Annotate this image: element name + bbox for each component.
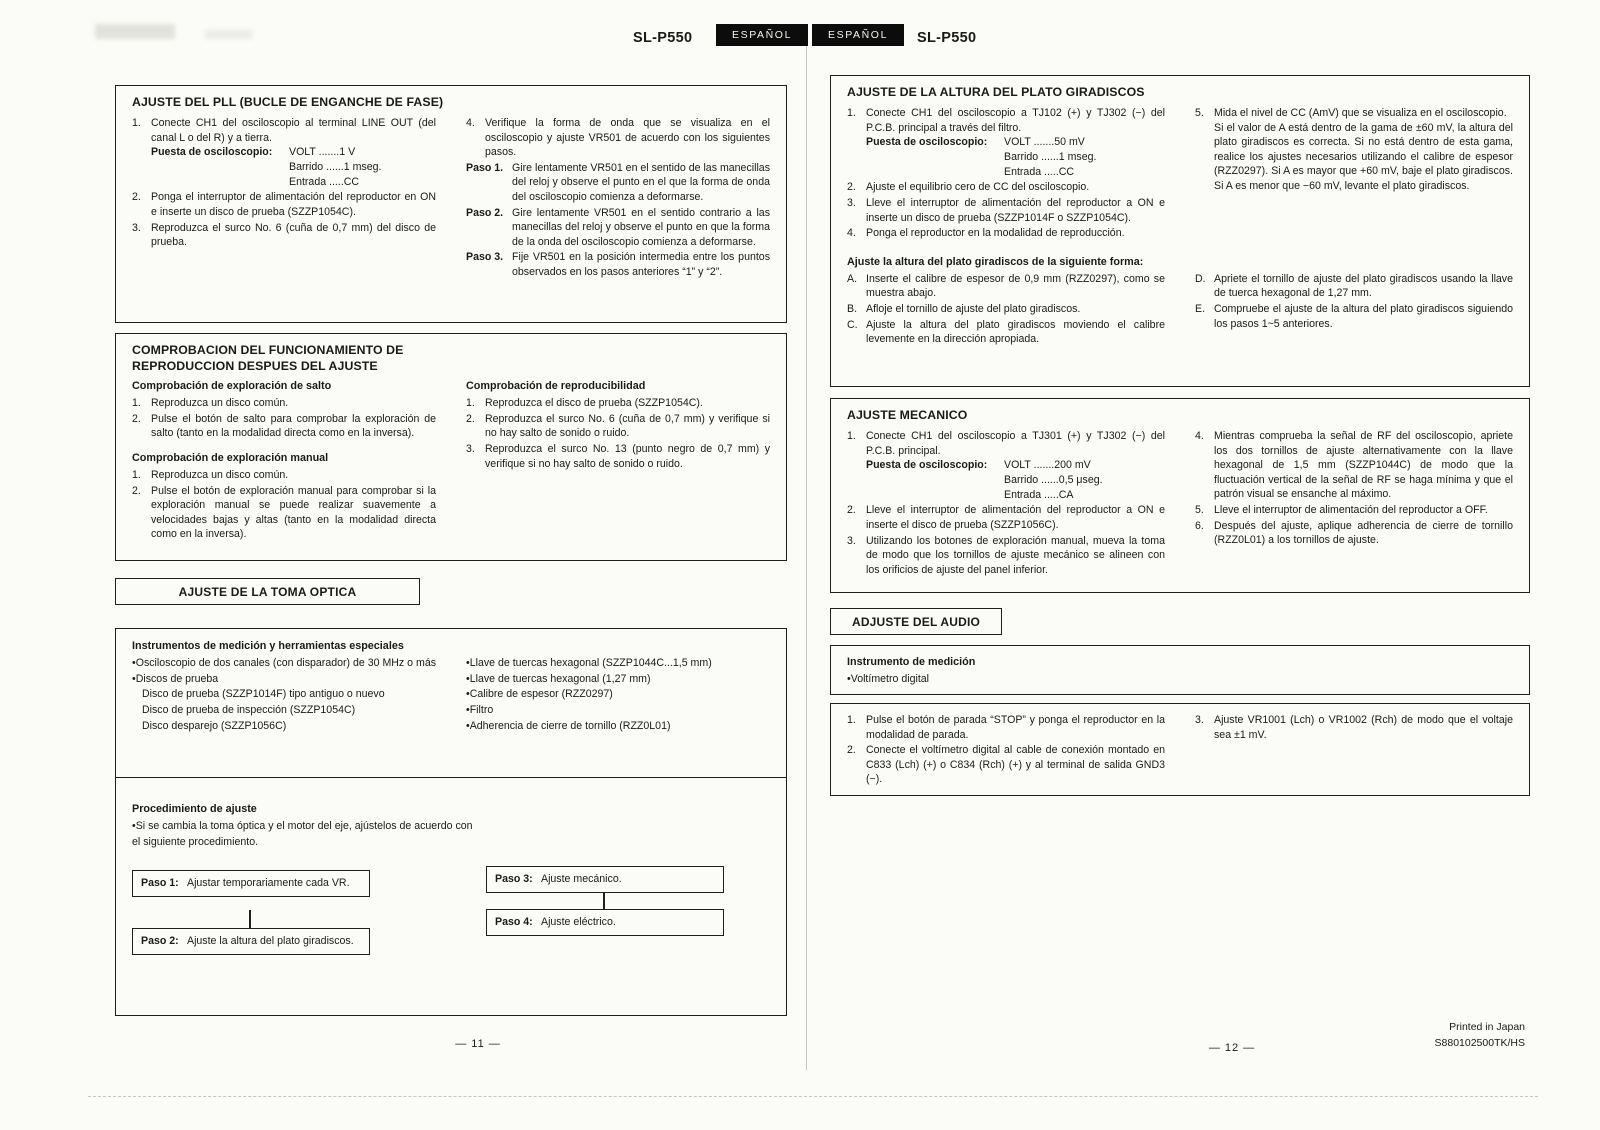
item-number: 1. [847,107,856,119]
item-letter: A. [847,272,858,285]
section-title-turntable-height: AJUSTE DE LA ALTURA DEL PLATO GIRADISCOS [847,85,1145,99]
document-code: S880102500TK/HS [1434,1036,1525,1049]
section-optical-pickup-body [115,628,787,1016]
item-text: Reproduzca el surco No. 6 (cuña de 0,7 mm) y verifique si no hay salto de sonido o ruido. [485,412,770,440]
item-text: Mientras comprueba la señal de RF del osciloscopio, apriete los dos tornillos de ajuste alternativamente con la llave hexagonal de 1,5 mm (SZZP1044C) de modo que la fluctuación vertical de la señal de RF se haga mínima y que el patrón visual se ensanche al máximo. [1214,430,1513,501]
subsection-title: Comprobación de exploración manual [132,451,329,464]
item-number: 1. [132,117,141,129]
item-number: 4. [466,117,475,129]
list-item [132,116,436,145]
item-text: Conecte CH1 del osciloscopio al terminal LINE OUT (del canal L o del R) y a tierra. [151,117,436,144]
list-item [847,743,1165,787]
item-number: 3. [847,534,856,547]
mechanical-column-1 [847,429,1165,577]
list-item [1195,429,1513,502]
item-text: Ponga el interruptor de alimentación del reproductor en ON e inserte un disco de prueba (SZZP1054C). [151,191,436,218]
oscilloscope-settings [866,458,1165,503]
item-text: Ponga el reproductor en la modalidad de reproducción. [866,227,1125,240]
playback-check-column-2 [466,379,770,471]
turntable-height-procedure-column-1 [847,255,1165,347]
item-number: 2. [466,412,475,425]
bullet-item: •Adherencia de cierre de tornillo (RZZ0L01) [466,719,671,732]
item-number: 1. [847,714,856,726]
bullet-item: •Osciloscopio de dos canales (con disparador) de 30 MHz o más [132,657,437,670]
list-item [132,396,436,411]
list-item [1195,519,1513,548]
page-number-left: — 11 — [455,1038,501,1050]
turntable-height-procedure-column-2 [1195,272,1513,331]
list-item [847,429,1165,458]
scope-sweep-value: Barrido ......0,5 μseg. [1004,474,1103,487]
item-number: 4. [1195,430,1204,442]
item-number: 2. [132,412,141,425]
flow-step-4 [486,909,724,936]
item-number: 3. [847,196,856,209]
item-number: 1. [132,397,141,410]
model-label-left: SL-P550 [633,30,693,46]
turntable-height-column-1 [847,106,1165,241]
scope-setting-label: Puesta de osciloscopio: [866,136,988,149]
step-item [466,206,770,250]
list-item [466,442,770,471]
item-text: Reproduzca el disco de prueba (SZZP1054C). [485,397,703,410]
section-title-mechanical: AJUSTE MECANICO [847,408,968,422]
pll-columns [132,116,770,280]
item-text: Reproduzca el surco No. 6 (cuña de 0,7 mm) del disco de prueba. [151,221,436,249]
list-item [466,396,770,411]
item-number: 2. [847,504,856,517]
item-text: Pulse el botón de exploración manual para comprobar si la exploración manual se puede realizar suavemente a velocidades bajas y altas (tanto en la modalidad directa como en la inversa). [151,484,436,541]
list-item [847,534,1165,578]
lettered-item [847,272,1165,301]
item-text: Lleve el interruptor de alimentación del reproductor a ON e inserte el disco de prueba (SZZP1056C). [866,504,1165,531]
lettered-item [847,318,1165,347]
scope-setting-label: Puesta de osciloscopio: [151,146,273,159]
scan-smudge [205,30,253,39]
list-item [847,226,1165,241]
bullet-sub-item: Disco desparejo (SZZP1056C) [142,719,287,732]
list-item [132,221,436,250]
section-playback-check [115,333,787,561]
step-label: Paso 1. [466,161,504,174]
scope-input-value: Entrada .....CC [289,176,360,189]
subsection-title: Instrumentos de medición y herramientas especiales [132,640,404,652]
bullet-item: •Filtro [466,704,494,717]
flow-connector [249,910,251,928]
list-item [847,180,1165,195]
step-text: Gire lentamente VR501 en el sentido contrario a las manecillas del reloj y observe el punto en que la forma de la onda del osciloscopio comienza a deformarse. [512,206,770,248]
step-item [466,250,770,279]
mechanical-columns [847,429,1513,577]
subsection-title: Instrumento de medición [847,656,976,668]
item-text: Después del ajuste, aplique adherencia de cierre de tornillo (RZZ0L01) a los tornillos de ajuste. [1214,519,1513,547]
flow-step-label: Paso 1: [141,877,179,889]
section-mechanical-adjustment [830,398,1530,593]
item-number: 2. [847,744,856,757]
list-item [847,106,1165,135]
item-text: Afloje el tornillo de ajuste del plato giradiscos. [866,303,1081,316]
scope-setting-label: Puesta de osciloscopio: [866,459,988,472]
scope-volt-value: VOLT .......200 mV [1004,459,1091,472]
audio-steps-column-1 [847,713,1165,787]
pll-column-2 [466,116,770,280]
item-number: 1. [132,469,141,482]
item-text: Ajuste VR1001 (Lch) o VR1002 (Rch) de modo que el voltaje sea ±1 mV. [1214,714,1513,741]
item-letter: E. [1195,302,1206,315]
flow-connector [603,892,605,909]
list-item [132,468,436,483]
language-badge-right: ESPAÑOL [812,24,904,46]
print-footer [1320,1020,1525,1052]
scope-input-value: Entrada .....CC [1004,166,1075,179]
section-title-pll: AJUSTE DEL PLL (BUCLE DE ENGANCHE DE FASE) [132,95,444,109]
flow-step-3 [486,866,724,893]
item-text: Conecte CH1 del osciloscopio a TJ102 (+) y TJ302 (−) del P.C.B. principal a través del filtro. [866,107,1165,134]
item-text: Reproduzca un disco común. [151,469,289,482]
section-title-playback-check: COMPROBACION DEL FUNCIONAMIENTO DE REPRODUCCION DESPUES DEL AJUSTE [132,343,404,373]
scan-smudge [95,24,175,39]
flow-step-text: Ajuste mecánico. [541,873,622,885]
item-text: Reproduzca un disco común. [151,397,289,410]
instruments-subsection [116,629,786,777]
scope-volt-value: VOLT .......50 mV [1004,136,1085,149]
list-item [1195,106,1513,121]
item-number: 5. [1195,504,1204,517]
item-number: 1. [847,430,856,442]
pll-column-1 [132,116,436,250]
model-label-right: SL-P550 [917,30,977,46]
turntable-height-columns [847,106,1513,241]
list-item [847,713,1165,742]
instruments-column-2 [466,656,770,734]
language-badge-left: ESPAÑOL [716,24,808,46]
item-number: 3. [466,442,475,455]
item-text: Conecte el voltímetro digital al cable de conexión montado en C833 (Lch) (+) o C834 (Rch) (+) y al terminal de salida GND3 (−). [866,744,1165,786]
procedure-intro: •Si se cambia la toma óptica y el motor del eje, ajústelos de acuerdo con el siguiente procedimiento. [132,820,473,848]
oscilloscope-settings [866,135,1165,180]
section-audio-instrument [830,645,1530,695]
lettered-item [1195,302,1513,331]
item-number: 4. [847,227,856,240]
subsection-title: Ajuste la altura del plato giradiscos de la siguiente forma: [847,255,1144,268]
item-text: Inserte el calibre de espesor de 0,9 mm (RZZ0297), como se muestra abajo. [866,272,1165,300]
audio-steps-column-2 [1195,713,1513,742]
section-title-audio: ADJUSTE DEL AUDIO [830,608,1002,635]
list-item [847,503,1165,532]
item-letter: B. [847,303,858,316]
step-item [466,161,770,205]
mechanical-column-2 [1195,429,1513,548]
item-text: Lleve el interruptor de alimentación del reproductor a ON e inserte un disco de prueba (SZZP1014F o SZZP1054C). [866,196,1165,224]
subsection-title: Procedimiento de ajuste [132,803,257,815]
item-number: 2. [847,181,856,194]
item-text: Ajuste la altura del plato giradiscos moviendo el calibre levemente en la dirección apropiada. [866,318,1165,346]
bullet-sub-item: Disco de prueba (SZZP1014F) tipo antiguo o nuevo [142,688,385,701]
page-fold-line [806,42,807,1070]
item-number: 2. [132,191,141,204]
scan-artifact-line [88,1096,1538,1097]
flow-step-2 [132,928,370,955]
list-item [466,116,770,160]
item-number: 5. [1195,107,1204,119]
flow-step-label: Paso 2: [141,935,179,947]
scope-input-value: Entrada .....CA [1004,489,1074,502]
list-item [132,190,436,219]
section-title-optical-pickup: AJUSTE DE LA TOMA OPTICA [115,578,420,605]
item-number: 6. [1195,519,1204,532]
lettered-item [1195,272,1513,301]
item-text: Ajuste el equilibrio cero de CC del osciloscopio. [866,181,1090,194]
list-item [847,196,1165,225]
item-letter: D. [1195,272,1206,285]
flow-step-label: Paso 4: [495,916,533,928]
item-letter: C. [847,318,858,331]
step-text: Fije VR501 en la posición intermedia entre los puntos observados en los pasos anteriores “1” y “2”. [512,251,770,279]
item-number: 3. [132,221,141,234]
item-continuation-text: Si el valor de A está dentro de la gama de ±60 mV, la altura del plato giradiscos es correcta. Si no está dentro de esta gama, realice los ajustes necesarios utilizando el calibre de espesor (RZZ0297). Si A es mayor que +60 mV, baje el plato giradiscos. Si A es menor que −60 mV, levante el plato giradiscos. [1214,121,1513,193]
section-audio-steps [830,703,1530,796]
list-item [1195,503,1513,518]
list-item [466,412,770,441]
bullet-item: •Llave de tuercas hexagonal (SZZP1044C...1,5 mm) [466,657,712,670]
bullet-item: •Llave de tuercas hexagonal (1,27 mm) [466,672,651,685]
list-item [132,484,436,542]
step-text: Gire lentamente VR501 en el sentido de las manecillas del reloj y observe el punto en el que la forma de onda del osciloscopio comienza a deformarse. [512,161,770,204]
item-text: Verifique la forma de onda que se visualiza en el osciloscopio y ajuste VR501 de acuerdo con los siguientes pasos. [485,117,770,159]
audio-steps-columns [847,713,1513,787]
bullet-item: •Discos de prueba [132,672,219,685]
procedure-subsection [116,777,786,1015]
item-text: Utilizando los botones de exploración manual, mueva la toma de modo que los tornillos de ajuste mecánico se alineen con los orificios de ajuste del panel inferior. [866,534,1165,576]
playback-check-column-1 [132,379,436,542]
oscilloscope-settings [151,145,436,190]
item-text: Apriete el tornillo de ajuste del plato giradiscos usando la llave de tuerca hexagonal de 1,27 mm. [1214,272,1513,300]
instruments-column-1 [132,656,436,734]
section-turntable-height [830,75,1530,387]
flow-step-text: Ajustar temporariamente cada VR. [187,877,350,889]
item-text: Mida el nivel de CC (AmV) que se visualiza en el osciloscopio. [1214,107,1507,119]
item-number: 1. [466,397,475,410]
subsection-title: Comprobación de exploración de salto [132,379,332,392]
item-number: 3. [1195,714,1204,726]
bullet-sub-item: Disco de prueba de inspección (SZZP1054C) [142,704,356,717]
lettered-item [847,302,1165,317]
scope-sweep-value: Barrido ......1 mseg. [289,161,382,174]
item-text: Lleve el interruptor de alimentación del reproductor a OFF. [1214,504,1488,517]
item-text: Compruebe el ajuste de la altura del plato giradiscos siguiendo los pasos 1~5 anteriores. [1214,302,1513,330]
item-text: Conecte CH1 del osciloscopio a TJ301 (+) y TJ302 (−) del P.C.B. principal. [866,430,1165,457]
scope-volt-value: VOLT .......1 V [289,146,356,159]
flow-step-text: Ajuste eléctrico. [541,916,616,928]
step-label: Paso 2. [466,206,504,219]
flow-step-text: Ajuste la altura del plato giradiscos. [187,935,354,947]
item-text: Reproduzca el surco No. 13 (punto negro de 0,7 mm) y verifique si no hay salto de sonido o ruido. [485,442,770,470]
playback-check-columns [132,379,770,542]
subsection-title: Comprobación de reproducibilidad [466,379,646,392]
list-item [1195,713,1513,742]
printed-in-label: Printed in Japan [1449,1021,1525,1033]
item-number: 2. [132,484,141,497]
page-number-right: — 12 — [1208,1042,1256,1054]
bullet-item: •Calibre de espesor (RZZ0297) [466,688,613,701]
item-text: Pulse el botón de salto para comprobar la exploración de salto (tanto en la modalidad directa como en la inversa). [151,412,436,440]
section-pll-adjustment [115,85,787,323]
turntable-height-column-2 [1195,106,1513,194]
step-label: Paso 3. [466,251,504,264]
scope-sweep-value: Barrido ......1 mseg. [1004,151,1097,164]
turntable-height-procedure-columns [847,255,1513,347]
flow-step-label: Paso 3: [495,873,533,885]
flow-step-1 [132,870,370,897]
bullet-item: •Voltímetro digital [847,673,930,686]
list-item [132,412,436,441]
item-text: Pulse el botón de parada “STOP” y ponga el reproductor en la modalidad de parada. [866,714,1165,741]
